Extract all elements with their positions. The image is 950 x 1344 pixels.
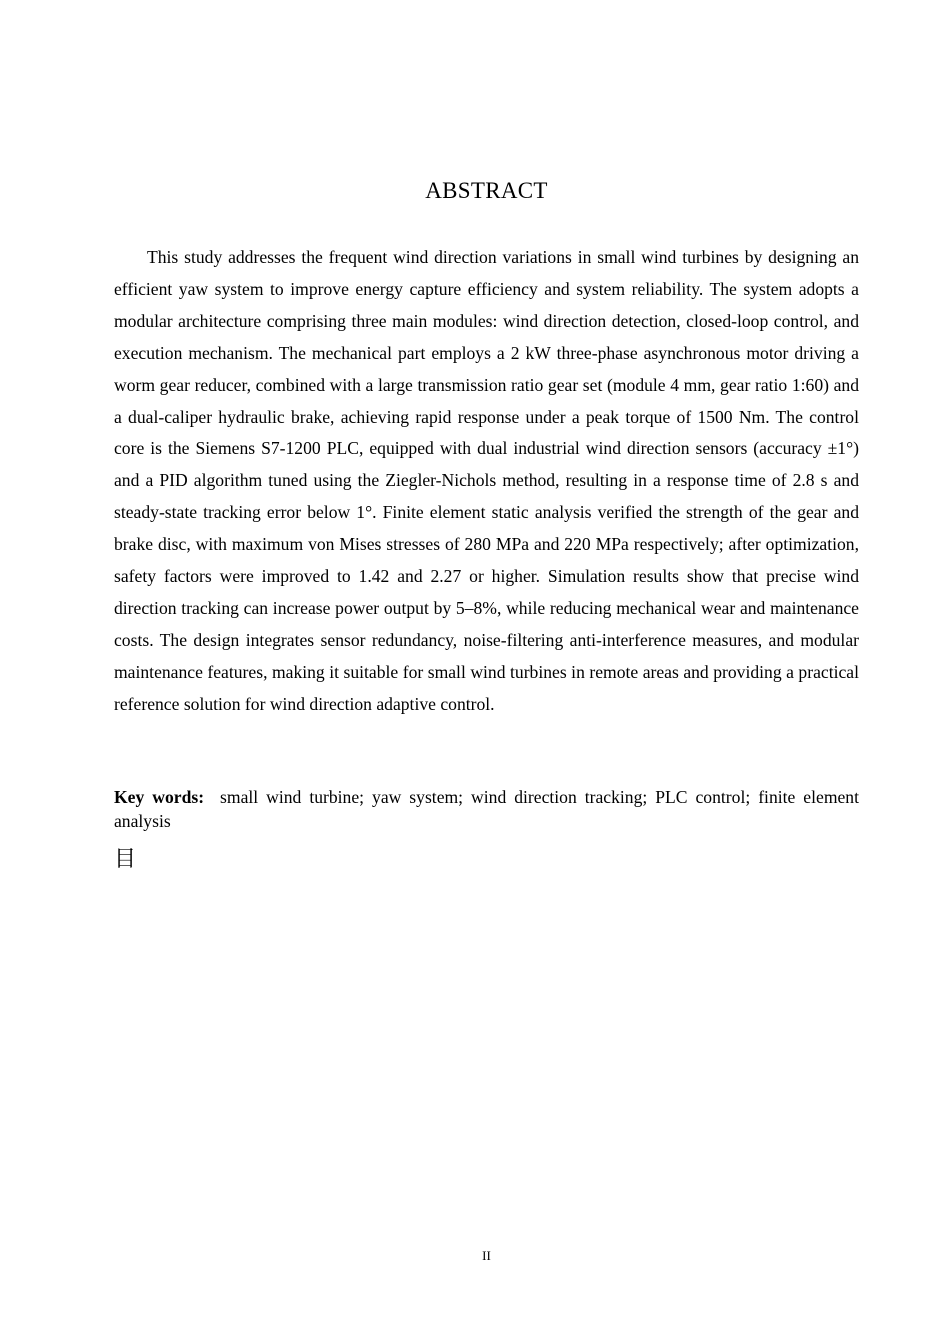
abstract-body: This study addresses the frequent wind direction variations in small wind turbines by designing an efficient yaw system to improve energy capture efficiency and system reliability. The system adopts a modular architecture comprising three main modules: wind direction detection, closed-loop control, and execution mechanism. The mechanical part employs a 2 kW three-phase asynchronous motor driving a worm gear reducer, combined with a large transmission ratio gear set (module 4 mm, gear ratio 1:60) and a dual-caliper hydraulic brake, achieving rapid response under a peak torque of 1500 Nm. The control core is the Siemens S7-1200 PLC, equipped with dual industrial wind direction sensors (accuracy ±1°) and a PID algorithm tuned using the Ziegler-Nichols method, resulting in a response time of 2.8 s and steady-state tracking error below 1°. Finite element static analysis verified the strength of the gear and brake disc, with maximum von Mises stresses of 280 MPa and 220 MPa respectively; after optimization, safety factors were improved to 1.42 and 2.27 or higher. Simulation results show that precise wind direction tracking can increase power output by 5–8%, while reducing mechanical wear and maintenance costs. The design integrates sensor redundancy, noise-filtering anti-interference measures, and modular maintenance features, making it suitable for small wind turbines in remote areas and providing a practical reference solution for wind direction adaptive control. [114, 247, 859, 714]
page-number: II [482, 1248, 491, 1263]
keywords-separator [204, 787, 220, 807]
abstract-title: ABSTRACT [425, 178, 548, 203]
toc-heading: 目 [114, 847, 137, 872]
keywords-text: small wind turbine; yaw system; wind direction tracking; PLC control; finite element analysis [114, 787, 859, 831]
keywords-label: Key words: [114, 787, 205, 807]
keywords-paragraph [114, 785, 859, 833]
